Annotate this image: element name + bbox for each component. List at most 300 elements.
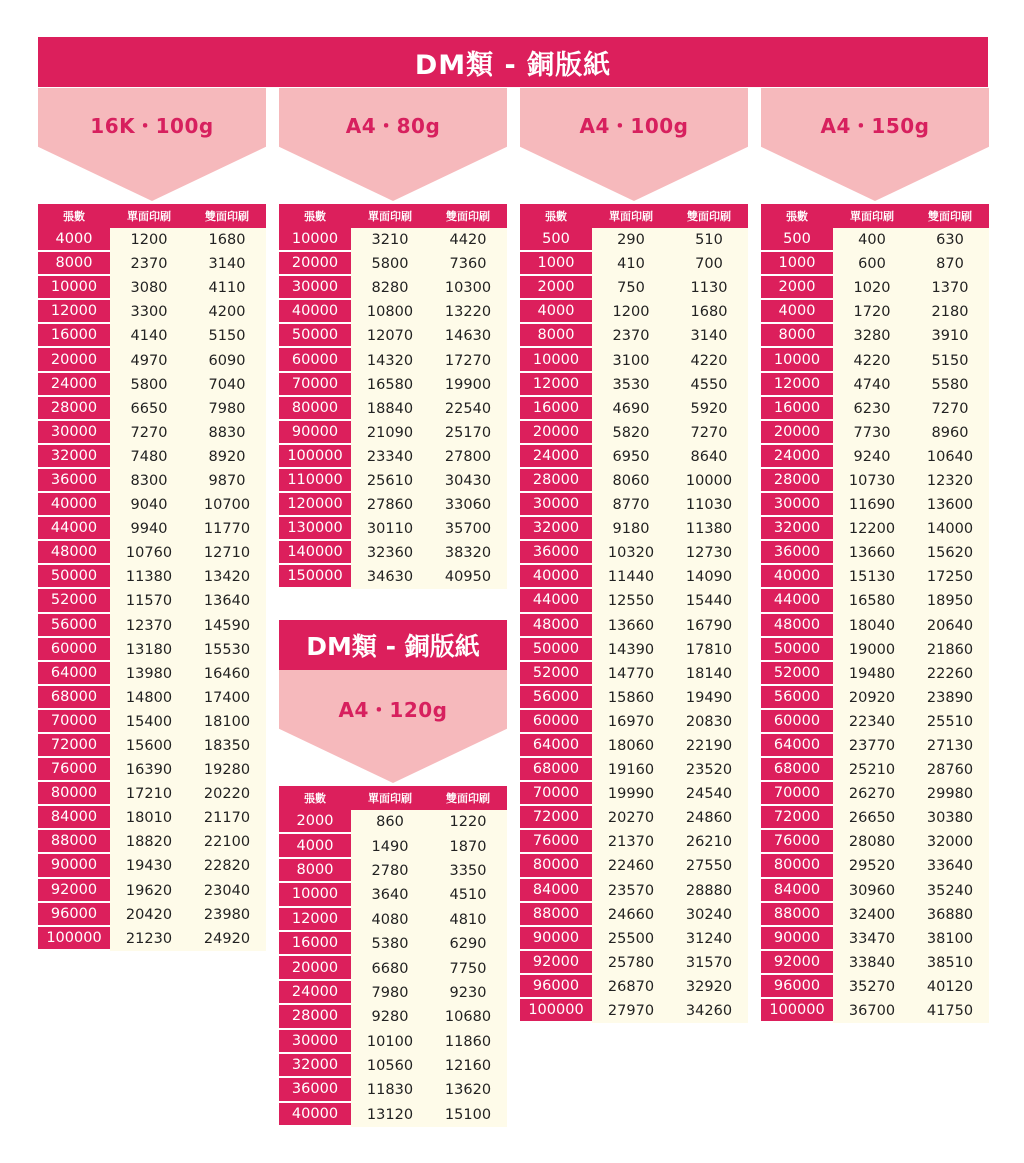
quantity-cell: 100000 xyxy=(279,445,351,469)
single-sided-price-cell: 20920 xyxy=(833,686,911,710)
single-sided-price-cell: 18010 xyxy=(110,806,188,830)
quantity-cell: 500 xyxy=(761,228,833,252)
double-sided-price-cell: 38100 xyxy=(911,927,989,951)
table-row xyxy=(520,662,748,686)
single-sided-price-cell: 3080 xyxy=(110,276,188,300)
table-row xyxy=(279,1030,507,1054)
quantity-cell: 8000 xyxy=(520,324,592,348)
table-header xyxy=(279,786,507,810)
table-row xyxy=(761,614,989,638)
table-row xyxy=(279,1078,507,1102)
table-row xyxy=(761,927,989,951)
single-sided-price-cell: 13660 xyxy=(592,614,670,638)
table-row xyxy=(279,908,507,932)
quantity-cell: 50000 xyxy=(520,638,592,662)
single-sided-price-cell: 11690 xyxy=(833,493,911,517)
table-row xyxy=(520,782,748,806)
single-sided-price-cell: 3280 xyxy=(833,324,911,348)
double-sided-price-cell: 22260 xyxy=(911,662,989,686)
single-sided-price-cell: 400 xyxy=(833,228,911,252)
table-row xyxy=(520,927,748,951)
table-row xyxy=(38,734,266,758)
table-row xyxy=(520,228,748,252)
double-sided-price-cell: 32000 xyxy=(911,830,989,854)
table-row xyxy=(279,300,507,324)
table-row xyxy=(279,276,507,300)
quantity-cell: 36000 xyxy=(761,541,833,565)
double-sided-price-cell: 10640 xyxy=(911,445,989,469)
table-header xyxy=(38,204,266,228)
quantity-cell: 4000 xyxy=(520,300,592,324)
double-sided-price-cell: 21170 xyxy=(188,806,266,830)
single-sided-price-cell: 18060 xyxy=(592,734,670,758)
table-row xyxy=(761,758,989,782)
table-row xyxy=(520,541,748,565)
table-row xyxy=(520,589,748,613)
single-sided-price-cell: 13980 xyxy=(110,662,188,686)
single-sided-price-cell: 8060 xyxy=(592,469,670,493)
double-sided-price-cell: 24540 xyxy=(670,782,748,806)
double-sided-price-cell: 4200 xyxy=(188,300,266,324)
single-sided-price-cell: 600 xyxy=(833,252,911,276)
double-sided-price-cell: 14630 xyxy=(429,324,507,348)
quantity-cell: 80000 xyxy=(38,782,110,806)
section-title: DM類 - 銅版紙 xyxy=(279,620,507,670)
column-header: 張數 xyxy=(304,792,326,805)
single-sided-price-cell: 12370 xyxy=(110,614,188,638)
table-row xyxy=(279,1054,507,1078)
table-row xyxy=(279,956,507,980)
single-sided-price-cell: 8280 xyxy=(351,276,429,300)
double-sided-price-cell: 22100 xyxy=(188,830,266,854)
table-row xyxy=(279,834,507,858)
quantity-cell: 1000 xyxy=(520,252,592,276)
quantity-cell: 40000 xyxy=(38,493,110,517)
quantity-cell: 88000 xyxy=(761,903,833,927)
double-sided-price-cell: 11030 xyxy=(670,493,748,517)
quantity-cell: 80000 xyxy=(761,854,833,878)
price-table-a4-100g xyxy=(520,204,748,1023)
single-sided-price-cell: 1720 xyxy=(833,300,911,324)
double-sided-price-cell: 22820 xyxy=(188,854,266,878)
double-sided-price-cell: 7270 xyxy=(911,397,989,421)
single-sided-price-cell: 9280 xyxy=(351,1005,429,1029)
single-sided-price-cell: 18840 xyxy=(351,397,429,421)
double-sided-price-cell: 1370 xyxy=(911,276,989,300)
table-header xyxy=(761,204,989,228)
table-row xyxy=(38,638,266,662)
double-sided-price-cell: 27130 xyxy=(911,734,989,758)
quantity-cell: 68000 xyxy=(520,758,592,782)
double-sided-price-cell: 510 xyxy=(670,228,748,252)
quantity-cell: 30000 xyxy=(38,421,110,445)
quantity-cell: 24000 xyxy=(761,445,833,469)
single-sided-price-cell: 11380 xyxy=(110,565,188,589)
table-row xyxy=(520,493,748,517)
double-sided-price-cell: 5580 xyxy=(911,373,989,397)
table-row xyxy=(279,445,507,469)
double-sided-price-cell: 18140 xyxy=(670,662,748,686)
price-table-a4-80g xyxy=(279,204,507,589)
quantity-cell: 1000 xyxy=(761,252,833,276)
single-sided-price-cell: 30110 xyxy=(351,517,429,541)
single-sided-price-cell: 25780 xyxy=(592,951,670,975)
column-header: 張數 xyxy=(545,210,567,223)
double-sided-price-cell: 28760 xyxy=(911,758,989,782)
single-sided-price-cell: 3100 xyxy=(592,348,670,372)
table-row xyxy=(520,469,748,493)
table-row xyxy=(761,469,989,493)
quantity-cell: 24000 xyxy=(38,373,110,397)
quantity-cell: 72000 xyxy=(761,806,833,830)
table-row xyxy=(761,638,989,662)
table-row xyxy=(38,686,266,710)
single-sided-price-cell: 12200 xyxy=(833,517,911,541)
double-sided-price-cell: 10300 xyxy=(429,276,507,300)
table-row xyxy=(38,469,266,493)
double-sided-price-cell: 31240 xyxy=(670,927,748,951)
table-row xyxy=(520,854,748,878)
column-header: 張數 xyxy=(786,210,808,223)
quantity-cell: 20000 xyxy=(520,421,592,445)
quantity-cell: 130000 xyxy=(279,517,351,541)
quantity-cell: 92000 xyxy=(520,951,592,975)
double-sided-price-cell: 7360 xyxy=(429,252,507,276)
single-sided-price-cell: 3640 xyxy=(351,883,429,907)
table-row xyxy=(38,252,266,276)
double-sided-price-cell: 18350 xyxy=(188,734,266,758)
double-sided-price-cell: 8960 xyxy=(911,421,989,445)
table-row xyxy=(38,662,266,686)
double-sided-price-cell: 35240 xyxy=(911,879,989,903)
table-row xyxy=(38,782,266,806)
single-sided-price-cell: 19990 xyxy=(592,782,670,806)
single-sided-price-cell: 8770 xyxy=(592,493,670,517)
single-sided-price-cell: 1020 xyxy=(833,276,911,300)
double-sided-price-cell: 20220 xyxy=(188,782,266,806)
double-sided-price-cell: 29980 xyxy=(911,782,989,806)
table-row xyxy=(520,951,748,975)
single-sided-price-cell: 2370 xyxy=(110,252,188,276)
table-row xyxy=(279,1005,507,1029)
quantity-cell: 90000 xyxy=(761,927,833,951)
quantity-cell: 8000 xyxy=(761,324,833,348)
quantity-cell: 64000 xyxy=(761,734,833,758)
double-sided-price-cell: 33640 xyxy=(911,854,989,878)
single-sided-price-cell: 4140 xyxy=(110,324,188,348)
double-sided-price-cell: 1680 xyxy=(188,228,266,252)
table-row xyxy=(38,300,266,324)
double-sided-price-cell: 15440 xyxy=(670,589,748,613)
single-sided-price-cell: 27860 xyxy=(351,493,429,517)
quantity-cell: 52000 xyxy=(38,589,110,613)
table-row xyxy=(761,782,989,806)
single-sided-price-cell: 16970 xyxy=(592,710,670,734)
double-sided-price-cell: 5150 xyxy=(188,324,266,348)
table-row xyxy=(520,975,748,999)
table-row xyxy=(38,421,266,445)
table-row xyxy=(279,541,507,565)
quantity-cell: 56000 xyxy=(761,686,833,710)
single-sided-price-cell: 5800 xyxy=(351,252,429,276)
single-sided-price-cell: 27970 xyxy=(592,999,670,1023)
quantity-cell: 30000 xyxy=(279,1030,351,1054)
single-sided-price-cell: 26650 xyxy=(833,806,911,830)
table-row xyxy=(761,445,989,469)
column-header: 張數 xyxy=(63,210,85,223)
quantity-cell: 12000 xyxy=(279,908,351,932)
double-sided-price-cell: 30380 xyxy=(911,806,989,830)
quantity-cell: 64000 xyxy=(38,662,110,686)
table-row xyxy=(38,710,266,734)
double-sided-price-cell: 18100 xyxy=(188,710,266,734)
table-row xyxy=(38,324,266,348)
single-sided-price-cell: 3210 xyxy=(351,228,429,252)
single-sided-price-cell: 4740 xyxy=(833,373,911,397)
double-sided-price-cell: 33060 xyxy=(429,493,507,517)
quantity-cell: 56000 xyxy=(38,614,110,638)
quantity-cell: 100000 xyxy=(761,999,833,1023)
quantity-cell: 68000 xyxy=(761,758,833,782)
double-sided-price-cell: 23520 xyxy=(670,758,748,782)
single-sided-price-cell: 12550 xyxy=(592,589,670,613)
quantity-cell: 96000 xyxy=(520,975,592,999)
double-sided-price-cell: 22540 xyxy=(429,397,507,421)
single-sided-price-cell: 1490 xyxy=(351,834,429,858)
quantity-cell: 92000 xyxy=(761,951,833,975)
double-sided-price-cell: 4510 xyxy=(429,883,507,907)
double-sided-price-cell: 11860 xyxy=(429,1030,507,1054)
table-row xyxy=(520,734,748,758)
quantity-cell: 32000 xyxy=(38,445,110,469)
double-sided-price-cell: 24920 xyxy=(188,927,266,951)
single-sided-price-cell: 1200 xyxy=(592,300,670,324)
table-row xyxy=(279,228,507,252)
single-sided-price-cell: 15600 xyxy=(110,734,188,758)
single-sided-price-cell: 6650 xyxy=(110,397,188,421)
table-row xyxy=(761,276,989,300)
single-sided-price-cell: 8300 xyxy=(110,469,188,493)
table-row xyxy=(761,879,989,903)
quantity-cell: 4000 xyxy=(761,300,833,324)
double-sided-price-cell: 9230 xyxy=(429,981,507,1005)
single-sided-price-cell: 4690 xyxy=(592,397,670,421)
single-sided-price-cell: 25500 xyxy=(592,927,670,951)
double-sided-price-cell: 23040 xyxy=(188,879,266,903)
table-row xyxy=(38,228,266,252)
quantity-cell: 12000 xyxy=(520,373,592,397)
quantity-cell: 12000 xyxy=(38,300,110,324)
table-row xyxy=(520,638,748,662)
column-header: 雙面印刷 xyxy=(446,792,490,805)
single-sided-price-cell: 28080 xyxy=(833,830,911,854)
double-sided-price-cell: 6090 xyxy=(188,348,266,372)
double-sided-price-cell: 21860 xyxy=(911,638,989,662)
table-row xyxy=(761,517,989,541)
double-sided-price-cell: 20830 xyxy=(670,710,748,734)
double-sided-price-cell: 15530 xyxy=(188,638,266,662)
table-row xyxy=(520,445,748,469)
quantity-cell: 90000 xyxy=(38,854,110,878)
single-sided-price-cell: 19160 xyxy=(592,758,670,782)
table-row xyxy=(279,981,507,1005)
quantity-cell: 96000 xyxy=(38,903,110,927)
double-sided-price-cell: 1130 xyxy=(670,276,748,300)
quantity-cell: 70000 xyxy=(38,710,110,734)
single-sided-price-cell: 35270 xyxy=(833,975,911,999)
double-sided-price-cell: 19490 xyxy=(670,686,748,710)
column-header: 單面印刷 xyxy=(609,210,653,223)
table-row xyxy=(279,493,507,517)
single-sided-price-cell: 25610 xyxy=(351,469,429,493)
quantity-cell: 8000 xyxy=(279,859,351,883)
quantity-cell: 10000 xyxy=(520,348,592,372)
double-sided-price-cell: 40120 xyxy=(911,975,989,999)
column-header: 張數 xyxy=(304,210,326,223)
double-sided-price-cell: 3140 xyxy=(670,324,748,348)
quantity-cell: 76000 xyxy=(38,758,110,782)
double-sided-price-cell: 8640 xyxy=(670,445,748,469)
single-sided-price-cell: 2780 xyxy=(351,859,429,883)
quantity-cell: 32000 xyxy=(520,517,592,541)
table-row xyxy=(279,932,507,956)
single-sided-price-cell: 20270 xyxy=(592,806,670,830)
quantity-cell: 16000 xyxy=(520,397,592,421)
double-sided-price-cell: 12710 xyxy=(188,541,266,565)
single-sided-price-cell: 7480 xyxy=(110,445,188,469)
single-sided-price-cell: 860 xyxy=(351,810,429,834)
quantity-cell: 2000 xyxy=(279,810,351,834)
double-sided-price-cell: 27800 xyxy=(429,445,507,469)
table-row xyxy=(38,806,266,830)
paper-spec-label: A4・100g xyxy=(579,114,689,138)
double-sided-price-cell: 13600 xyxy=(911,493,989,517)
single-sided-price-cell: 10800 xyxy=(351,300,429,324)
double-sided-price-cell: 41750 xyxy=(911,999,989,1023)
quantity-cell: 40000 xyxy=(279,300,351,324)
single-sided-price-cell: 15130 xyxy=(833,565,911,589)
quantity-cell: 36000 xyxy=(279,1078,351,1102)
double-sided-price-cell: 7270 xyxy=(670,421,748,445)
double-sided-price-cell: 10680 xyxy=(429,1005,507,1029)
table-row xyxy=(520,686,748,710)
double-sided-price-cell: 12320 xyxy=(911,469,989,493)
quantity-cell: 44000 xyxy=(38,517,110,541)
table-row xyxy=(761,951,989,975)
single-sided-price-cell: 7270 xyxy=(110,421,188,445)
price-table-a4-150g xyxy=(761,204,989,1023)
quantity-cell: 92000 xyxy=(38,879,110,903)
table-row xyxy=(761,975,989,999)
single-sided-price-cell: 10560 xyxy=(351,1054,429,1078)
table-row xyxy=(761,252,989,276)
double-sided-price-cell: 4420 xyxy=(429,228,507,252)
quantity-cell: 10000 xyxy=(279,883,351,907)
double-sided-price-cell: 7040 xyxy=(188,373,266,397)
single-sided-price-cell: 14390 xyxy=(592,638,670,662)
quantity-cell: 80000 xyxy=(279,397,351,421)
table-header xyxy=(279,204,507,228)
table-row xyxy=(279,565,507,589)
double-sided-price-cell: 28880 xyxy=(670,879,748,903)
single-sided-price-cell: 1200 xyxy=(110,228,188,252)
table-row xyxy=(279,1103,507,1127)
quantity-cell: 500 xyxy=(520,228,592,252)
quantity-cell: 20000 xyxy=(38,348,110,372)
double-sided-price-cell: 12160 xyxy=(429,1054,507,1078)
quantity-cell: 70000 xyxy=(279,373,351,397)
table-row xyxy=(38,397,266,421)
single-sided-price-cell: 4080 xyxy=(351,908,429,932)
quantity-cell: 10000 xyxy=(279,228,351,252)
table-row xyxy=(38,276,266,300)
single-sided-price-cell: 6680 xyxy=(351,956,429,980)
double-sided-price-cell: 14000 xyxy=(911,517,989,541)
double-sided-price-cell: 17810 xyxy=(670,638,748,662)
price-table-a4-120g xyxy=(279,786,507,1127)
double-sided-price-cell: 23890 xyxy=(911,686,989,710)
double-sided-price-cell: 3140 xyxy=(188,252,266,276)
table-row xyxy=(38,565,266,589)
table-row xyxy=(520,517,748,541)
quantity-cell: 16000 xyxy=(279,932,351,956)
table-row xyxy=(520,324,748,348)
quantity-cell: 50000 xyxy=(761,638,833,662)
single-sided-price-cell: 32400 xyxy=(833,903,911,927)
single-sided-price-cell: 10730 xyxy=(833,469,911,493)
double-sided-price-cell: 36880 xyxy=(911,903,989,927)
single-sided-price-cell: 2370 xyxy=(592,324,670,348)
double-sided-price-cell: 13640 xyxy=(188,589,266,613)
table-row xyxy=(761,493,989,517)
quantity-cell: 48000 xyxy=(38,541,110,565)
single-sided-price-cell: 6950 xyxy=(592,445,670,469)
quantity-cell: 16000 xyxy=(761,397,833,421)
single-sided-price-cell: 4970 xyxy=(110,348,188,372)
quantity-cell: 30000 xyxy=(761,493,833,517)
double-sided-price-cell: 3910 xyxy=(911,324,989,348)
single-sided-price-cell: 19430 xyxy=(110,854,188,878)
quantity-cell: 150000 xyxy=(279,565,351,589)
table-row xyxy=(520,348,748,372)
table-row xyxy=(761,228,989,252)
single-sided-price-cell: 9940 xyxy=(110,517,188,541)
double-sided-price-cell: 4550 xyxy=(670,373,748,397)
quantity-cell: 100000 xyxy=(520,999,592,1023)
single-sided-price-cell: 19480 xyxy=(833,662,911,686)
single-sided-price-cell: 3530 xyxy=(592,373,670,397)
quantity-cell: 12000 xyxy=(761,373,833,397)
column-header: 雙面印刷 xyxy=(928,210,972,223)
single-sided-price-cell: 23340 xyxy=(351,445,429,469)
single-sided-price-cell: 10760 xyxy=(110,541,188,565)
single-sided-price-cell: 22460 xyxy=(592,854,670,878)
column-header: 雙面印刷 xyxy=(446,210,490,223)
table-row xyxy=(38,758,266,782)
double-sided-price-cell: 1680 xyxy=(670,300,748,324)
single-sided-price-cell: 750 xyxy=(592,276,670,300)
quantity-cell: 20000 xyxy=(761,421,833,445)
double-sided-price-cell: 15100 xyxy=(429,1103,507,1127)
single-sided-price-cell: 7730 xyxy=(833,421,911,445)
single-sided-price-cell: 34630 xyxy=(351,565,429,589)
double-sided-price-cell: 25510 xyxy=(911,710,989,734)
table-row xyxy=(38,830,266,854)
double-sided-price-cell: 35700 xyxy=(429,517,507,541)
single-sided-price-cell: 14320 xyxy=(351,348,429,372)
single-sided-price-cell: 5380 xyxy=(351,932,429,956)
quantity-cell: 100000 xyxy=(38,927,110,951)
